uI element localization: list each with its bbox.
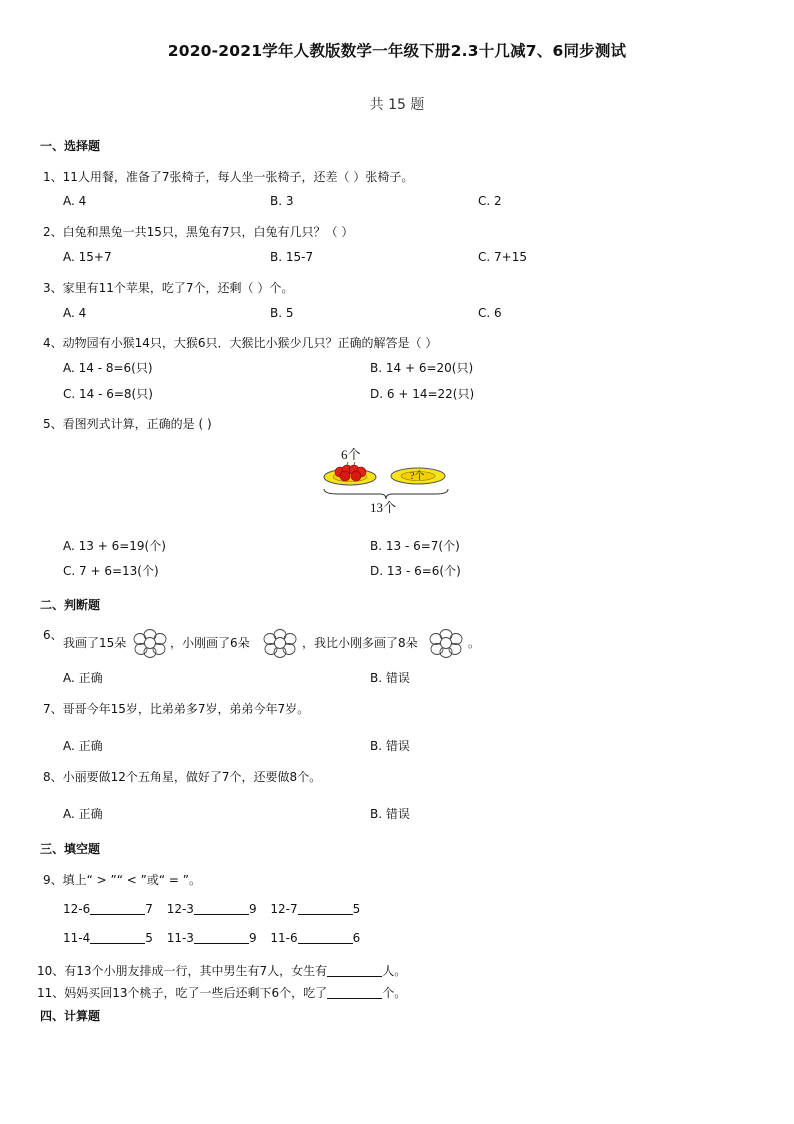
q4-option-d[interactable]: D. 6 + 14=22(只) — [370, 387, 475, 401]
flower-icon — [131, 627, 169, 659]
fig-plate-label: ?个 — [410, 471, 425, 482]
q2-option-c[interactable]: C. 7+15 — [478, 250, 527, 264]
q5-option-a[interactable]: A. 13 + 6=19(个) — [63, 539, 166, 553]
q8-option-a[interactable]: A. 正确 — [63, 807, 103, 821]
question-7: 7、哥哥今年15岁，比弟弟多7岁，弟弟今年7岁。 — [43, 702, 310, 716]
question-9: 9、填上“ > ”“ < ”或“ = ”。 — [43, 873, 201, 887]
answer-blank[interactable] — [194, 903, 249, 915]
q6-option-b[interactable]: B. 错误 — [370, 671, 410, 685]
answer-blank[interactable] — [298, 932, 353, 944]
q1-option-b[interactable]: B. 3 — [270, 194, 294, 208]
fig-total-label: 13个 — [370, 500, 397, 515]
section-heading-calc: 四、计算题 — [40, 1009, 101, 1023]
answer-blank[interactable] — [90, 903, 145, 915]
answer-blank[interactable] — [90, 932, 145, 944]
page-title: 2020-2021学年人教版数学一年级下册2.3十几减7、6同步测试 — [167, 42, 627, 60]
q2-option-a[interactable]: A. 15+7 — [63, 250, 112, 264]
question-4: 4、动物园有小猴14只，大猴6只．大猴比小猴少几只？正确的解答是（ ） — [43, 336, 438, 350]
fig-top-label: 6个 — [341, 447, 361, 462]
compare-row-2: 11-4 5 11-3 9 11-6 6 — [63, 931, 361, 945]
answer-blank[interactable] — [298, 903, 353, 915]
question-1: 1、11人用餐，准备了7张椅子，每人坐一张椅子，还差（ ）张椅子。 — [43, 170, 414, 184]
section-heading-fill: 三、填空题 — [40, 842, 101, 856]
q5-option-d[interactable]: D. 13 - 6=6(个) — [370, 564, 461, 578]
q3-option-c[interactable]: C. 6 — [478, 306, 502, 320]
q3-option-b[interactable]: B. 5 — [270, 306, 294, 320]
section-heading-choice: 一、选择题 — [40, 139, 101, 153]
question-8: 8、小丽要做12个五角星，做好了7个，还要做8个。 — [43, 770, 322, 784]
q5-option-c[interactable]: C. 7 + 6=13(个) — [63, 564, 159, 578]
q4-option-c[interactable]: C. 14 - 6=8(只) — [63, 387, 153, 401]
compare-row-1: 12-6 7 12-3 9 12-7 5 — [63, 902, 361, 916]
question-6-part2: ，小刚画了6朵 — [170, 636, 250, 650]
q6-option-a[interactable]: A. 正确 — [63, 671, 103, 685]
question-10: 10、有13个小朋友排成一行，其中男生有7人，女生有 人。 — [37, 964, 407, 978]
question-5: 5、看图列式计算，正确的是 ( ) — [43, 417, 212, 431]
question-6-part1: 我画了15朵 — [63, 636, 127, 650]
question-6-number: 6、 — [43, 628, 63, 642]
question-count: 共 15 题 — [369, 97, 425, 113]
q7-option-a[interactable]: A. 正确 — [63, 739, 103, 753]
flower-icon — [427, 627, 465, 659]
flower-icon — [261, 627, 299, 659]
question-2: 2、白兔和黑兔一共15只，黑兔有7只，白兔有几只？（ ） — [43, 225, 354, 239]
answer-blank[interactable] — [327, 987, 382, 999]
answer-blank[interactable] — [327, 965, 382, 977]
question-11: 11、妈妈买回13个桃子，吃了一些后还剩下6个，吃了 个。 — [37, 986, 407, 1000]
answer-blank[interactable] — [194, 932, 249, 944]
q4-option-a[interactable]: A. 14 - 8=6(只) — [63, 361, 153, 375]
q3-option-a[interactable]: A. 4 — [63, 306, 87, 320]
q1-option-a[interactable]: A. 4 — [63, 194, 87, 208]
question-6-part3: ，我比小刚多画了8朵 — [302, 636, 418, 650]
q1-option-c[interactable]: C. 2 — [478, 194, 502, 208]
q7-option-b[interactable]: B. 错误 — [370, 739, 410, 753]
section-heading-judge: 二、判断题 — [40, 598, 101, 612]
q2-option-b[interactable]: B. 15-7 — [270, 250, 314, 264]
brace-icon — [324, 489, 448, 499]
q4-option-b[interactable]: B. 14 + 6=20(只) — [370, 361, 474, 375]
question-6-part4: 。 — [468, 636, 481, 650]
q5-option-b[interactable]: B. 13 - 6=7(个) — [370, 539, 460, 553]
apple-plates-figure — [318, 445, 454, 517]
q8-option-b[interactable]: B. 错误 — [370, 807, 410, 821]
question-3: 3、家里有11个苹果，吃了7个，还剩（ ）个。 — [43, 281, 294, 295]
